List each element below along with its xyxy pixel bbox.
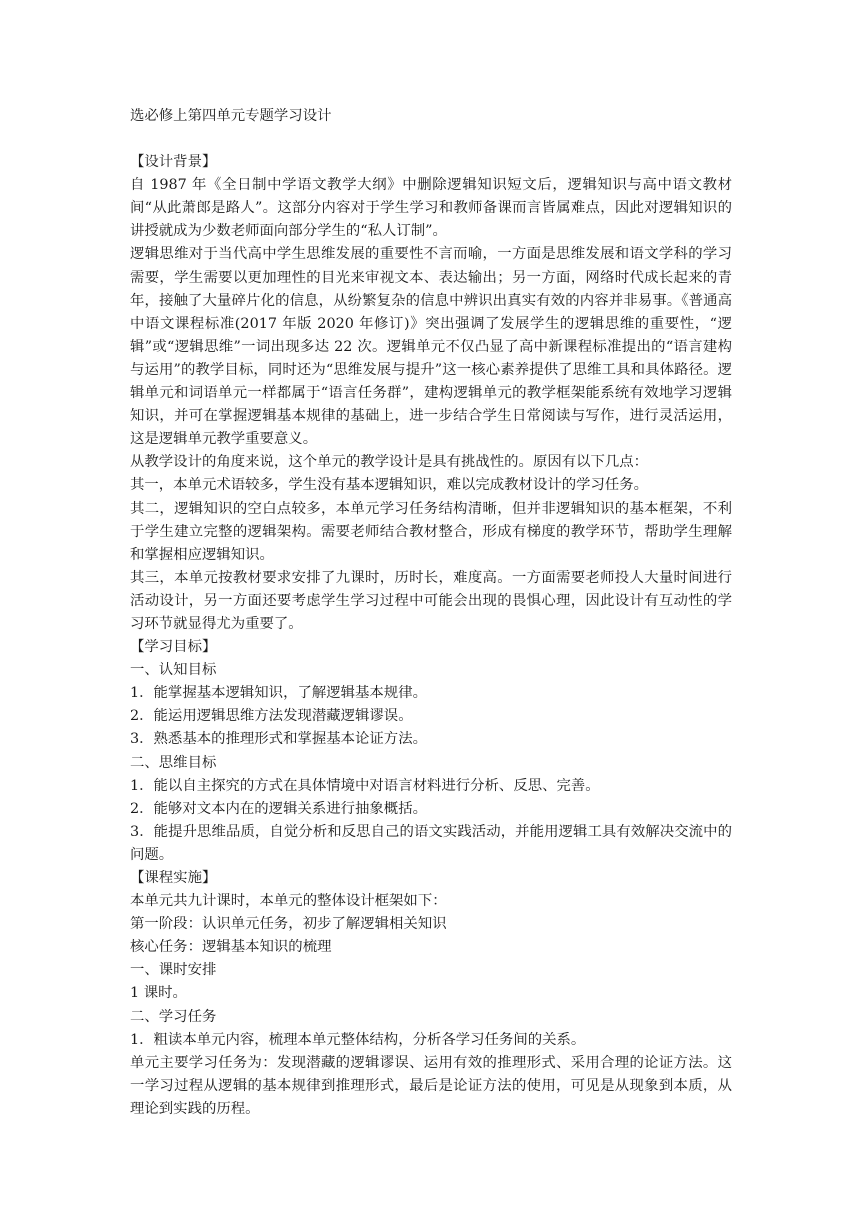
paragraph: 第一阶段：认识单元任务，初步了解逻辑相关知识	[130, 916, 447, 933]
paragraph: 1．能掌握基本逻辑知识，了解逻辑基本规律。	[130, 685, 427, 702]
paragraph: 本单元共九计课时，本单元的整体设计框架如下：	[130, 893, 447, 910]
paragraph: 其三，本单元按教材要求安排了九课时，历时长，难度高。一方面需要老师投人大量时间进行活动设计，另一方面还要考虑学生学习过程中可能会出现的畏惧心理，因此设计有互动性的学习环节就显得尤为重要了。	[130, 569, 732, 632]
paragraph: 3．熟悉基本的推理形式和掌握基本论证方法。	[130, 731, 427, 748]
paragraph: 单元主要学习任务为：发现潜藏的逻辑谬误、运用有效的推理形式、采用合理的论证方法。这一学习过程从逻辑的基本规律到推理形式，最后是论证方法的使用，可见是从现象到本质，从理论到实践的历程。	[130, 1054, 732, 1117]
section-heading: 【课程实施】	[130, 870, 217, 886]
section-heading: 【设计背景】	[130, 154, 217, 171]
paragraph: 其二，逻辑知识的空白点较多，本单元学习任务结构清晰，但并非逻辑知识的基本框架，不利于学生建立完整的逻辑架构。需要老师结合教材整合，形成有梯度的教学环节，帮助学生理解和掌握相应逻辑知识。	[130, 500, 732, 563]
paragraph: 其一，本单元术语较多，学生没有基本逻辑知识，难以完成教材设计的学习任务。	[130, 477, 649, 494]
paragraph: 自 1987 年《全日制中学语文教学大纲》中删除逻辑知识短文后，逻辑知识与高中语文教材间“从此萧郎是路人”。这部分内容对于学生学习和教师备课而言皆属难点，因此对逻辑知识的讲授就成为少数老师面向部分学生的“私人订制”。	[130, 177, 732, 240]
paragraph: 1 课时。	[130, 985, 187, 1002]
section-heading: 【学习目标】	[130, 639, 217, 656]
paragraph: 核心任务：逻辑基本知识的梳理	[130, 939, 332, 956]
document-body	[130, 105, 732, 1121]
paragraph: 3．能提升思维品质，自觉分析和反思自己的语文实践活动，并能用逻辑工具有效解决交流中的问题。	[130, 823, 732, 863]
paragraph: 一、认知目标	[130, 662, 217, 679]
paragraph: 1．粗读本单元内容，梳理本单元整体结构，分析各学习任务间的关系。	[130, 1031, 586, 1048]
document-title: 选必修上第四单元专题学习设计	[130, 108, 332, 124]
paragraph: 逻辑思维对于当代高中学生思维发展的重要性不言而喻，一方面是思维发展和语文学科的学习需要，学生需要以更加理性的目光来审视文本、表达输出；另一方面，网络时代成长起来的青年，接触了大量碎片化的信息，从纷繁复杂的信息中辨识出真实有效的内容并非易事。《普通高中语文课程标准(2017 年版 2020 年修订)》突出强调了发展学生的逻辑思维的重要性，“逻辑”或“逻辑思维”一词出现多达 22 次。逻辑单元不仅凸显了高中新课程标准提出的“语言建构与运用”的教学目标，同时还为“思维发展与提升”这一核心素养提供了思维工具和具体路径。逻辑单元和词语单元一样都属于“语言任务群”，建构逻辑单元的教学框架能系统有效地学习逻辑知识，并可在掌握逻辑基本规律的基础上，进一步结合学生日常阅读与写作，进行灵活运用，这是逻辑单元教学重要意义。	[130, 246, 732, 448]
paragraph: 从教学设计的角度来说，这个单元的教学设计是具有挑战性的。原因有以下几点：	[130, 454, 649, 471]
paragraph: 二、思维目标	[130, 754, 217, 771]
paragraph: 二、学习任务	[130, 1008, 217, 1025]
paragraph: 1．能以自主探究的方式在具体情境中对语言材料进行分析、反思、完善。	[130, 777, 600, 794]
paragraph: 2．能够对文本内在的逻辑关系进行抽象概括。	[130, 800, 427, 817]
paragraph: 一、课时安排	[130, 962, 217, 979]
paragraph: 2．能运用逻辑思维方法发现潜藏逻辑谬误。	[130, 708, 413, 725]
document-content	[130, 151, 732, 1121]
